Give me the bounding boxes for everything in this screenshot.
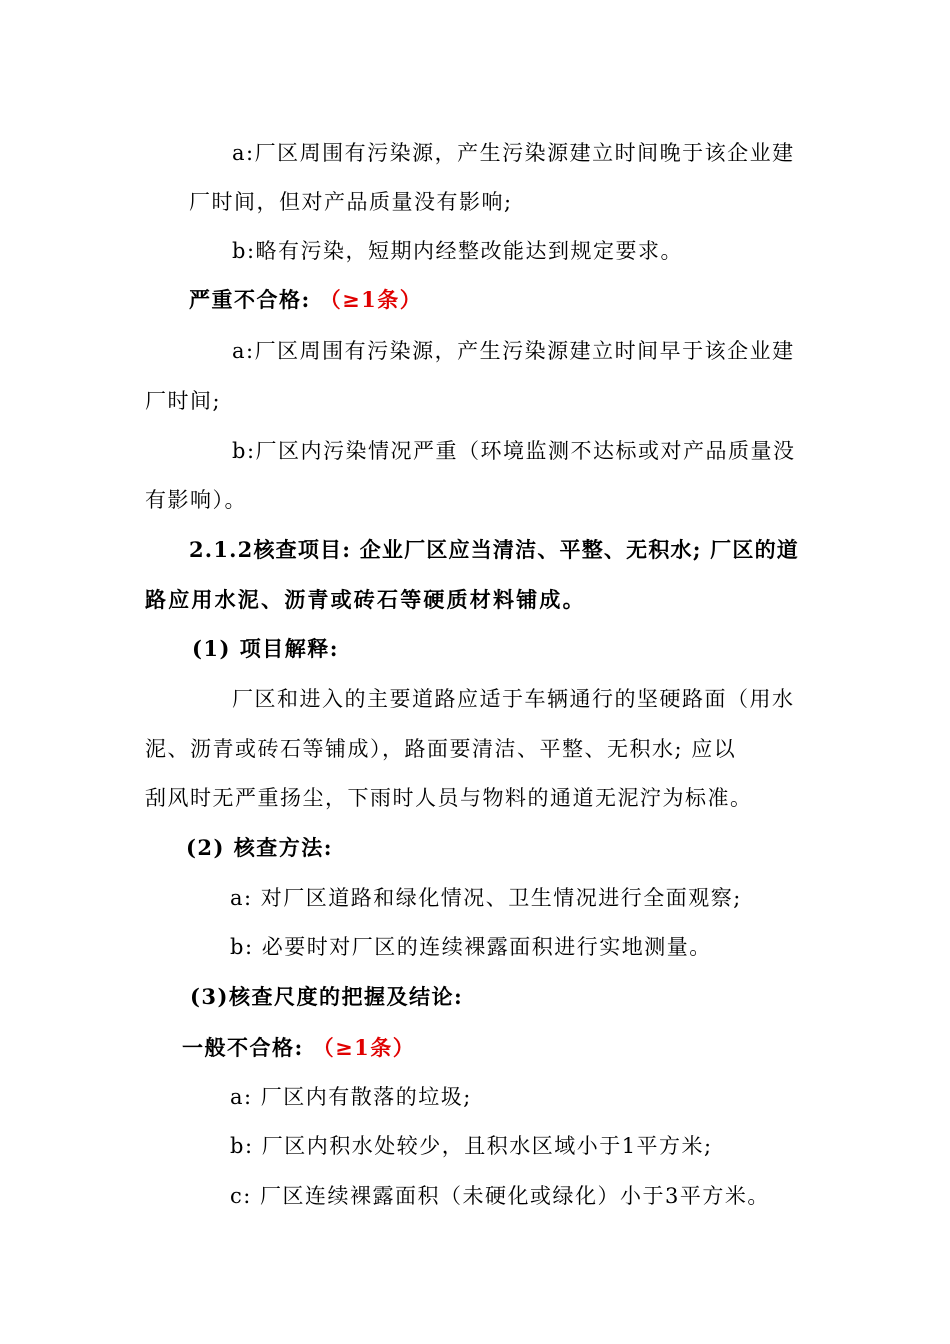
paragraph-line: a:厂区周围有污染源，产生污染源建立时间早于该企业建 <box>232 339 795 363</box>
subheading-conclusion: (3)核查尺度的把握及结论: <box>190 984 464 1009</box>
criteria-heading-serious <box>189 285 422 315</box>
paragraph-line: b: 必要时对厂区的连续裸露面积进行实地测量。 <box>230 935 712 959</box>
paragraph-line: a:厂区周围有污染源，产生污染源建立时间晚于该企业建 <box>232 141 795 165</box>
paragraph-line: b:略有污染，短期内经整改能达到规定要求。 <box>232 239 684 263</box>
paragraph-line: 刮风时无严重扬尘，下雨时人员与物料的通道无泥泞为标准。 <box>145 786 753 810</box>
criteria-label: 一般不合格: <box>182 1035 304 1060</box>
paragraph-line: b: 厂区内积水处较少，且积水区域小于1平方米; <box>230 1134 713 1158</box>
paragraph-line: b:厂区内污染情况严重（环境监测不达标或对产品质量没 <box>232 439 796 463</box>
paragraph-line: a: 对厂区道路和绿化情况、卫生情况进行全面观察; <box>230 886 742 910</box>
criteria-label: 严重不合格: <box>189 287 311 312</box>
paragraph-line: 泥、沥青或砖石等铺成），路面要清洁、平整、无积水; 应以 <box>145 737 737 761</box>
subheading-method: (2) 核查方法: <box>186 835 334 860</box>
subheading-explanation: (1) 项目解释: <box>192 636 340 661</box>
paragraph-line: a: 厂区内有散落的垃圾; <box>230 1085 472 1109</box>
paragraph-line: 厂时间，但对产品质量没有影响; <box>189 190 513 214</box>
criteria-heading-general <box>182 1033 415 1063</box>
section-heading-2-1-2: 2.1.2核查项目: 企业厂区应当清洁、平整、无积水; 厂区的道 <box>189 537 799 562</box>
section-heading-continued: 路应用水泥、沥青或砖石等硬质材料铺成。 <box>145 587 586 612</box>
paragraph-line: 厂时间; <box>145 389 222 413</box>
paragraph-line: c: 厂区连续裸露面积（未硬化或绿化）小于3平方米。 <box>230 1184 770 1208</box>
paragraph-line: 有影响）。 <box>145 488 247 512</box>
criteria-count: （≥1条） <box>312 1035 416 1060</box>
criteria-count: （≥1条） <box>319 287 423 312</box>
paragraph-line: 厂区和进入的主要道路应适于车辆通行的坚硬路面（用水 <box>232 687 795 711</box>
